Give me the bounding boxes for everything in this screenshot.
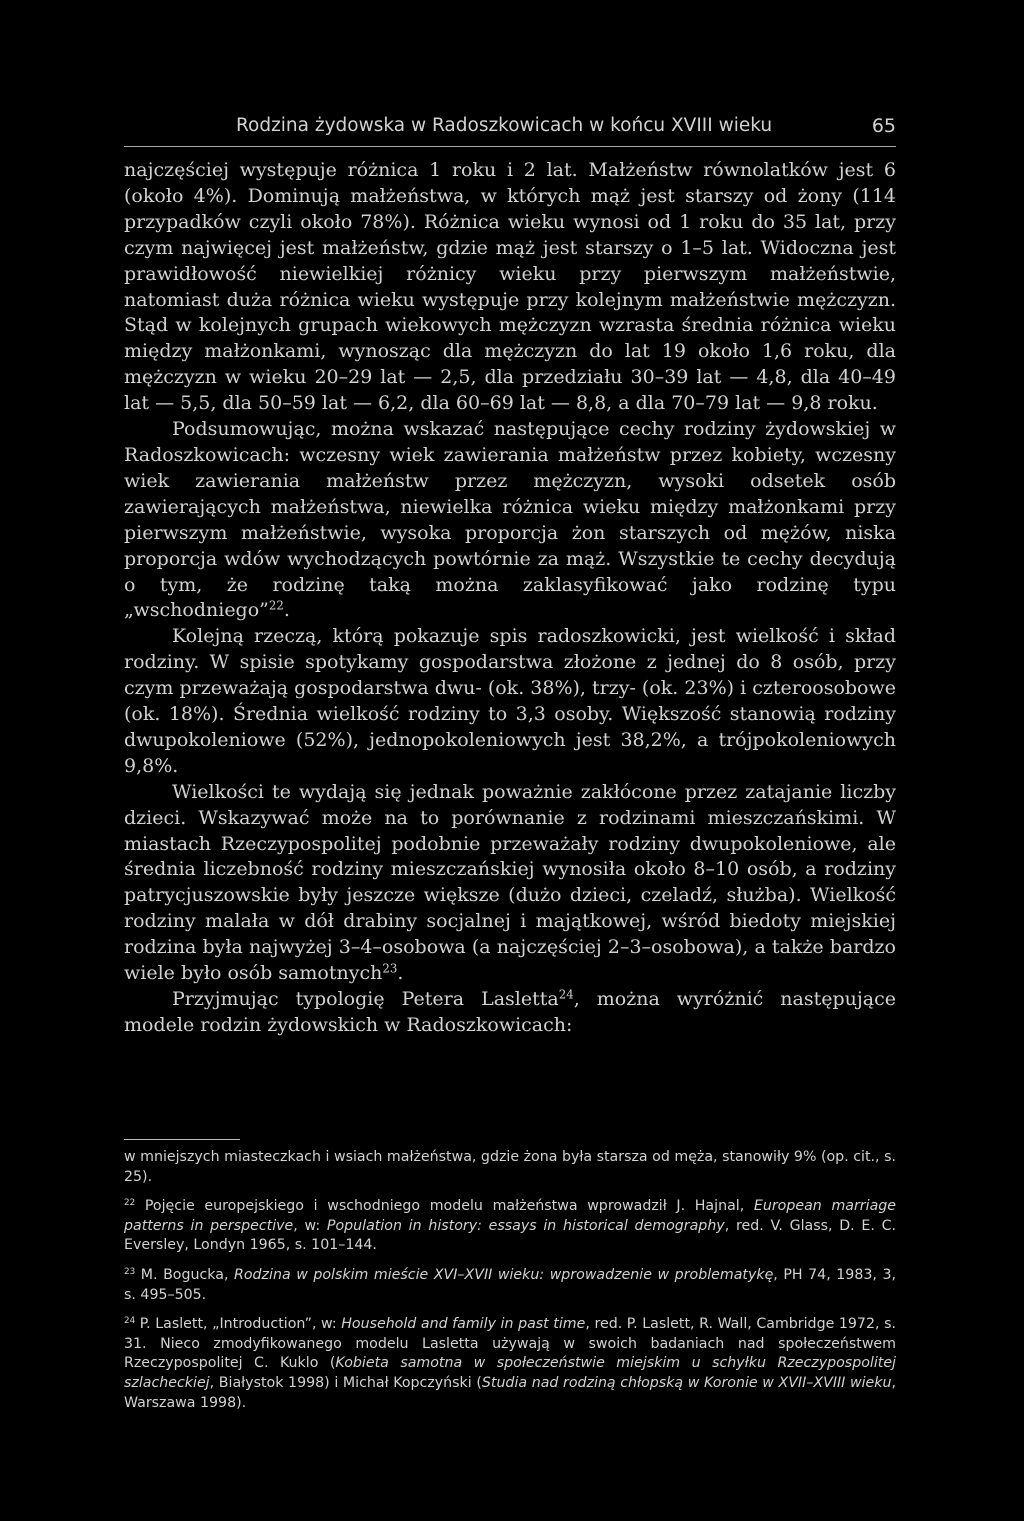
footnote-24	[124, 1315, 896, 1413]
paragraph-5	[124, 987, 896, 1039]
paragraph-2-end: .	[283, 599, 290, 622]
footnote-22-title-1: European marriage patterns in perspective	[124, 1198, 896, 1234]
main-text	[124, 158, 896, 1039]
footnote-23	[124, 1266, 896, 1305]
footnotes	[124, 1148, 896, 1423]
footnote-24-text-1: P. Laslett, „Introduction”, w:	[135, 1316, 342, 1333]
paragraph-4-end: .	[397, 962, 404, 985]
footnote-24-text-4: , Warszawa 1998).	[124, 1374, 896, 1411]
footnote-continuation-text: w mniejszych miasteczkach i wsiach małżeństwa, gdzie żona była starsza od męża, stanowiły 9% (op. cit., s. 25).	[124, 1149, 896, 1185]
footnote-22-text-3: , red. V. Glass, D. E. C. Eversley, Londyn 1965, s. 101–144.	[124, 1217, 897, 1254]
running-title: Rodzina żydowska w Radoszkowicach w końcu XVIII wieku	[236, 115, 773, 136]
paragraph-2-text: Podsumowując, można wskazać następujące cechy rodziny żydowskiej w Radoszkowicach: wczesny wiek zawierania małżeństw przez kobiety, wczesny wiek zawierania małżeństw przez mężczyzn, wysoki odsetek osób zawierających małżeństwa, niewielka różnica wieku między małżonkami przy pierwszym małżeństwie, wysoka proporcja żon starszych od mężów, niska proporcja wdów wychodzących powtórnie za mąż. Wszystkie te cechy decydują o tym, że rodzinę taką można zaklasyfikować jako rodzinę typu „wschodniego”	[124, 418, 896, 622]
footnote-24-title-2: Kobieta samotna w społeczeństwie miejskim u schyłku Rzeczypospolitej szlacheckiej	[124, 1355, 896, 1391]
footnote-24-title-3: Studia nad rodziną chłopską w Koronie w XVII–XVIII wieku	[481, 1374, 892, 1391]
paragraph-3-text: Kolejną rzeczą, którą pokazuje spis radoszkowicki, jest wielkość i skład rodziny. W spisie spotykamy gospodarstwa złożone z jednej do 8 osób, przy czym przeważają gospodarstwa dwu- (ok. 38%), trzy- (ok. 23%) i czteroosobowe (ok. 18%). Średnia wielkość rodziny to 3,3 osoby. Większość stanowią rodziny dwupokoleniowe (52%), jednopokoleniowych jest 38,2%, a trójpokoleniowych 9,8%.	[124, 625, 896, 777]
paragraph-4-text: Wielkości te wydają się jednak poważnie zakłócone przez zatajanie liczby dzieci. Wskazywać może na to porównanie z rodzinami mieszczańskimi. W miastach Rzeczypospolitej podobnie przeważały rodziny dwupokoleniowe, ale średnia liczebność rodziny mieszczańskiej wynosiła około 8–10 osób, a rodziny patrycjuszowskie były jeszcze większe (dużo dzieci, czeladź, służba). Wielkość rodziny malała w dół drabiny socjalnej i majątkowej, wśród biedoty miejskiej rodzina była najwyżej 3–4–osobowa (a najczęściej 2–3–osobowa), a także bardzo wiele było osób samotnych	[124, 780, 896, 985]
paragraph-2	[124, 417, 896, 624]
paragraph-1-text: najczęściej występuje różnica 1 roku i 2 lat. Małżeństw równolatków jest 6 (około 4%). Dominują małżeństwa, w których mąż jest starszy od żony (114 przypadków czyli około 78%). Różnica wieku wynosi od 1 roku do 35 lat, przy czym najwięcej jest małżeństw, gdzie mąż jest starszy o 1–5 lat. Widoczna jest prawidłowość niewielkiej różnicy wieku przy pierwszym małżeństwie, natomiast duża różnica wieku występuje przy kolejnym małżeństwie mężczyzn. Stąd w kolejnych grupach wiekowych mężczyzn wzrasta średnia różnica wieku między małżonkami, wynosząc dla mężczyzn do lat 19 około 1,6 roku, dla mężczyzn w wieku 20–29 lat — 2,5, dla przedziału 30–39 lat — 4,8, dla 40–49 lat — 5,5, dla 50–59 lat — 6,2, dla 60–69 lat — 8,8, a dla 70–79 lat — 9,8 roku.	[124, 159, 896, 415]
footnote-22-title-2: Population in history: essays in historical demography	[326, 1217, 725, 1234]
footnote-23-title-1: Rodzina w polskim mieście XVI–XVII wieku: wprowadzenie w problematykę	[234, 1266, 774, 1283]
paragraph-5-text: Przyjmując typologię Petera Lasletta	[172, 988, 559, 1010]
footnote-ref-23: 23	[382, 961, 398, 976]
paragraph-3	[124, 624, 896, 779]
paragraph-1	[124, 158, 896, 417]
footnote-ref-22: 22	[268, 598, 284, 613]
paragraph-4	[124, 780, 896, 987]
page-number: 65	[871, 115, 896, 137]
footnote-rule	[124, 1139, 240, 1140]
running-header	[124, 112, 896, 140]
footnote-23-number: 23	[124, 1267, 136, 1278]
footnote-22-text-1: Pojęcie europejskiego i wschodniego modelu małżeństwa wprowadził J. Hajnal,	[135, 1198, 754, 1215]
footnote-22	[124, 1197, 896, 1256]
header-rule	[124, 146, 896, 147]
footnote-24-title-1: Household and family in past time	[341, 1316, 586, 1333]
footnote-22-text-2: , w:	[293, 1217, 327, 1234]
footnote-24-text-3: , Białystok 1998) i Michał Kopczyński (	[209, 1374, 482, 1391]
footnote-ref-24: 24	[558, 987, 574, 1002]
footnote-22-number: 22	[124, 1198, 136, 1209]
footnote-continuation	[124, 1148, 896, 1187]
footnote-23-text-2: , PH 74, 1983, 3, s. 495–505.	[124, 1266, 896, 1303]
footnote-24-text-2: , red. P. Laslett, R. Wall, Cambridge 1972, s. 31. Nieco zmodyfikowanego modelu Lasletta używają w swoich badaniach nad społeczeństwem Rzeczypospolitej C. Kuklo (	[124, 1316, 896, 1372]
footnote-23-text-1: M. Bogucka,	[135, 1266, 235, 1283]
paragraph-5-end: , można wyróżnić następujące modele rodzin żydowskich w Radoszkowicach:	[124, 988, 896, 1036]
footnote-24-number: 24	[124, 1316, 136, 1327]
